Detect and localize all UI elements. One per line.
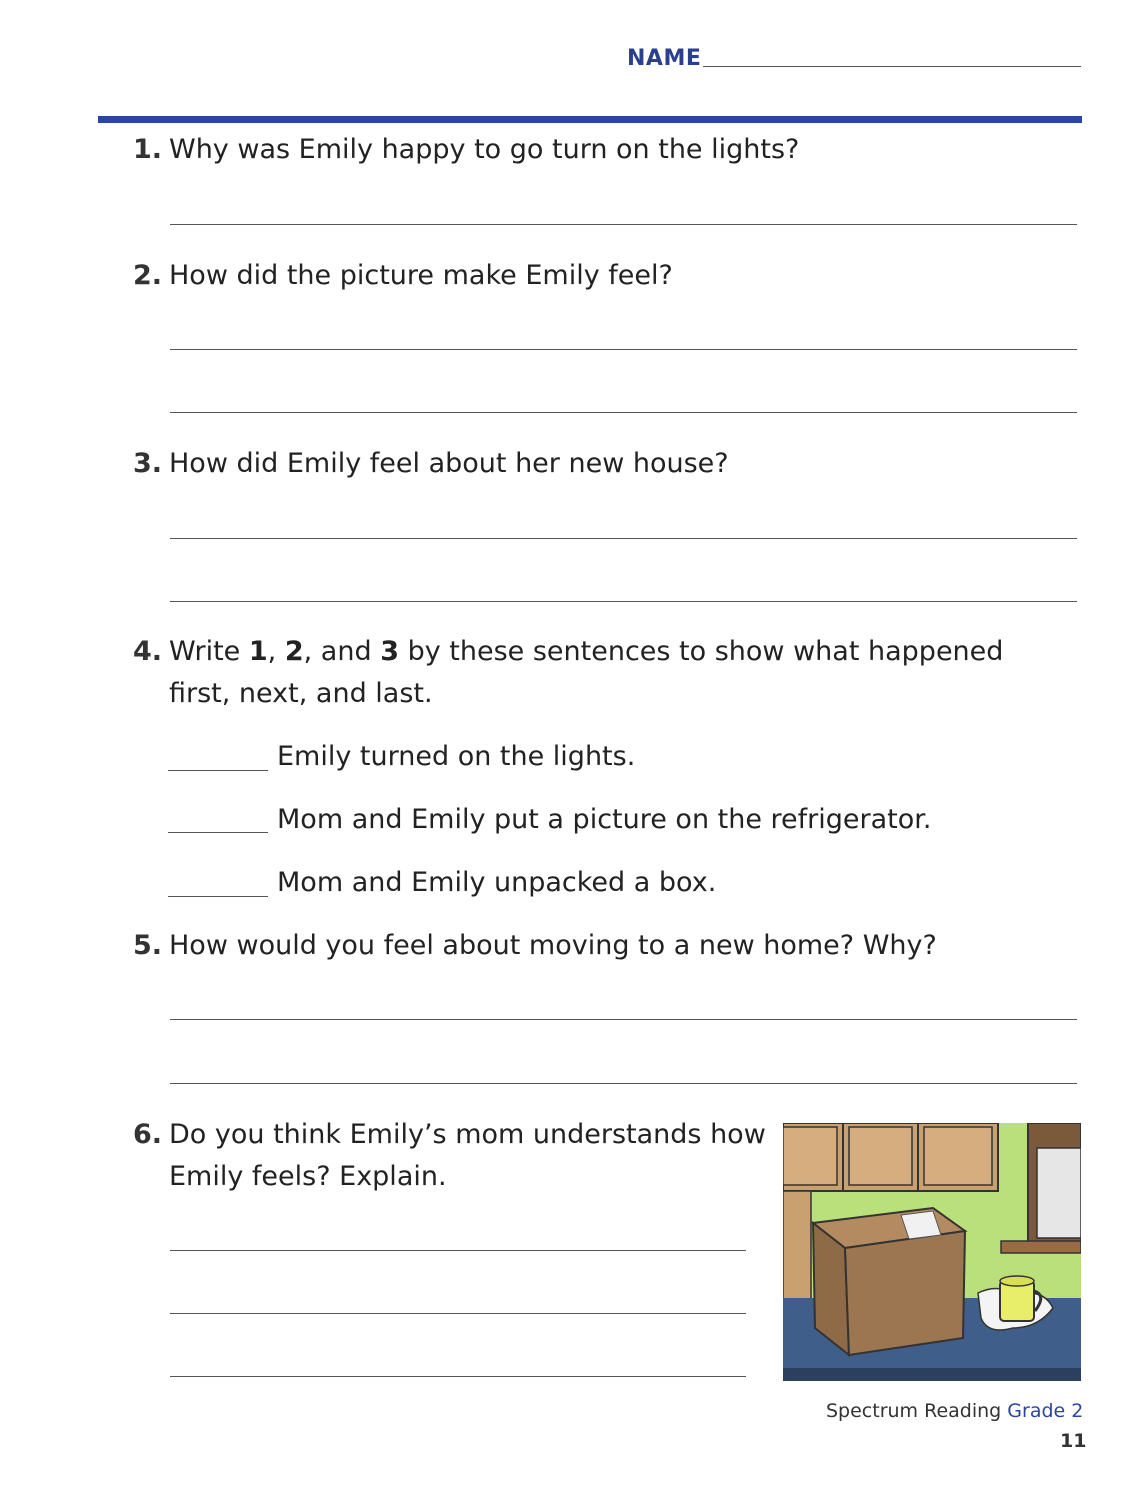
answer-line[interactable] (170, 601, 1077, 602)
question-text: How did the picture make Emily feel? (169, 260, 673, 291)
question-text: How would you feel about moving to a new home? Why? (169, 930, 937, 961)
answer-line[interactable] (170, 1083, 1077, 1084)
kitchen-box-illustration (783, 1123, 1081, 1381)
footer-series: Spectrum Reading Grade 2 (826, 1400, 1084, 1422)
question-text: Do you think Emily’s mom understands how (169, 1119, 766, 1150)
question-4-line2: first, next, and last. (169, 678, 433, 709)
order-blank[interactable] (168, 896, 268, 897)
order-sentence: Mom and Emily unpacked a box. (277, 867, 717, 898)
name-label: NAME (627, 46, 702, 71)
answer-line[interactable] (170, 1376, 746, 1377)
answer-line[interactable] (170, 349, 1077, 350)
answer-line[interactable] (170, 412, 1077, 413)
answer-line[interactable] (170, 224, 1077, 225)
order-blank[interactable] (168, 770, 268, 771)
question-number: 5. (133, 930, 163, 961)
order-sentence: Mom and Emily put a picture on the refrigerator. (277, 804, 932, 835)
answer-line[interactable] (170, 538, 1077, 539)
question-text: Write 1, 2, and 3 by these sentences to show what happened (169, 636, 1004, 667)
question-number: 3. (133, 448, 163, 479)
name-answer-line[interactable] (703, 66, 1081, 67)
question-text: Why was Emily happy to go turn on the lights? (169, 134, 800, 165)
question-number: 1. (133, 134, 163, 165)
answer-line[interactable] (170, 1019, 1077, 1020)
question-6-line2: Emily feels? Explain. (169, 1161, 447, 1192)
footer-grade: Grade 2 (1007, 1400, 1084, 1422)
question-number: 2. (133, 260, 163, 291)
header-rule (98, 116, 1082, 123)
answer-line[interactable] (170, 1250, 746, 1251)
order-sentence: Emily turned on the lights. (277, 741, 636, 772)
answer-line[interactable] (170, 1313, 746, 1314)
question-number: 6. (133, 1119, 163, 1150)
page-number: 11 (1060, 1430, 1087, 1452)
order-blank[interactable] (168, 832, 268, 833)
question-number: 4. (133, 636, 163, 667)
question-text: How did Emily feel about her new house? (169, 448, 729, 479)
